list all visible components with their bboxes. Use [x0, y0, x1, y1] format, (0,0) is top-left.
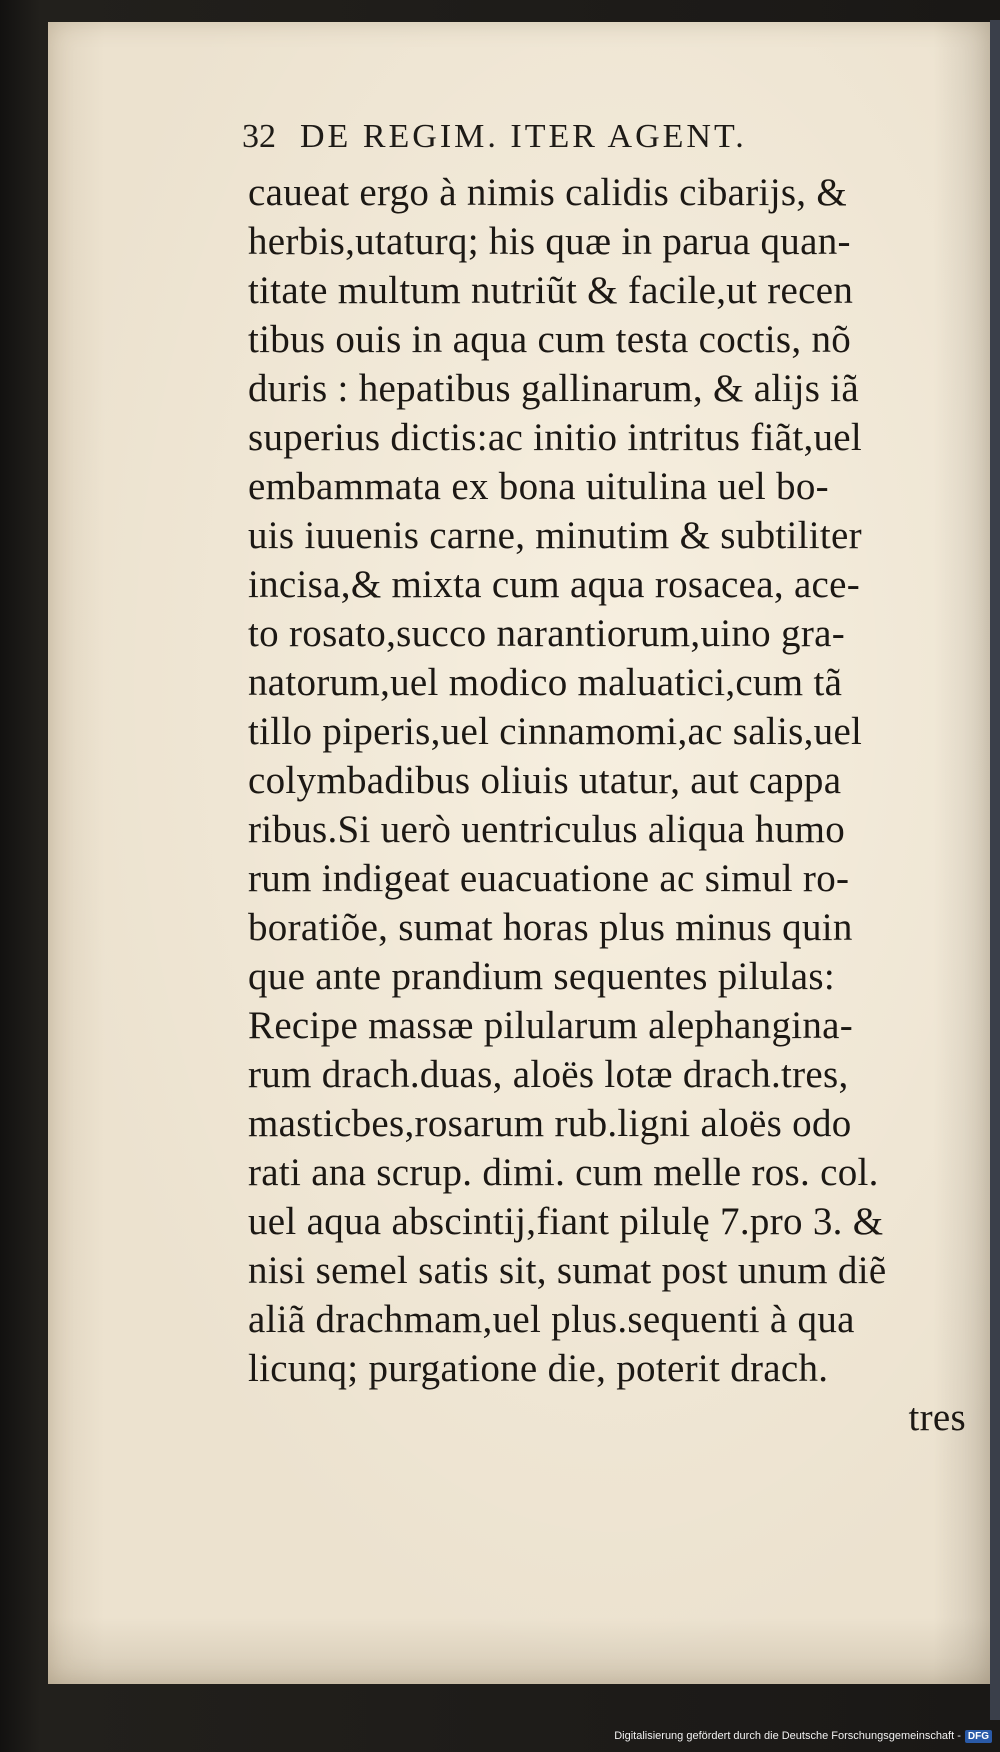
text-line: rum indigeat euacuatione ac simul ro-	[248, 857, 850, 900]
text-line: uel aqua abscintij,fiant pilulę 7.pro 3. &	[248, 1200, 884, 1243]
text-line: incisa,& mixta cum aqua rosacea, ace-	[248, 563, 861, 606]
text-line: Recipe massæ pilularum alephangina-	[248, 1004, 854, 1047]
text-line: tillo piperis,uel cinnamomi,ac salis,uel	[248, 710, 863, 753]
text-line: uis iuuenis carne, minutim & subtiliter	[248, 514, 862, 557]
page-number: 32	[242, 118, 276, 155]
body-text	[248, 168, 968, 1442]
text-line: colymbadibus oliuis utatur, aut cappa	[248, 759, 842, 802]
text-line: herbis,utaturq; his quæ in parua quan-	[248, 220, 851, 263]
text-line: caueat ergo à nimis calidis cibarijs, &	[248, 171, 848, 214]
text-line: boratiõe, sumat horas plus minus quin	[248, 906, 853, 949]
text-line: duris : hepatibus gallinarum, & alijs iã	[248, 367, 859, 410]
running-title: DE REGIM. ITER AGENT.	[300, 118, 747, 155]
text-line: embammata ex bona uitulina uel bo-	[248, 465, 829, 508]
catchword: tres	[908, 1396, 966, 1439]
text-line: aliã drachmam,uel plus.sequenti à qua	[248, 1298, 855, 1341]
text-line: rum drach.duas, aloës lotæ drach.tres,	[248, 1053, 849, 1096]
text-line: tibus ouis in aqua cum testa coctis, nõ	[248, 318, 852, 361]
text-line: superius dictis:ac initio intritus fiãt,uel	[248, 416, 863, 459]
text-line: licunq; purgatione die, poterit drach.	[248, 1347, 829, 1390]
digitization-credit	[614, 1724, 992, 1748]
text-line: natorum,uel modico maluatici,cum tã	[248, 661, 843, 704]
text-line: to rosato,succo narantiorum,uino gra-	[248, 612, 846, 655]
text-line: que ante prandium sequentes pilulas:	[248, 955, 835, 998]
running-head	[242, 118, 922, 156]
text-line: masticbes,rosarum rub.ligni aloës odo	[248, 1102, 852, 1145]
text-line: rati ana scrup. dimi. cum melle ros. col.	[248, 1151, 879, 1194]
text-line: titate multum nutriũt & facile,ut recen	[248, 269, 854, 312]
dfg-logo: DFG	[965, 1730, 992, 1743]
text-line: ribus.Si uerò uentriculus aliqua humo	[248, 808, 846, 851]
credit-text: Digitalisierung gefördert durch die Deutsche Forschungsgemeinschaft -	[614, 1730, 961, 1742]
text-line: nisi semel satis sit, sumat post unum diẽ	[248, 1249, 887, 1292]
right-page-edge	[990, 20, 1000, 1720]
